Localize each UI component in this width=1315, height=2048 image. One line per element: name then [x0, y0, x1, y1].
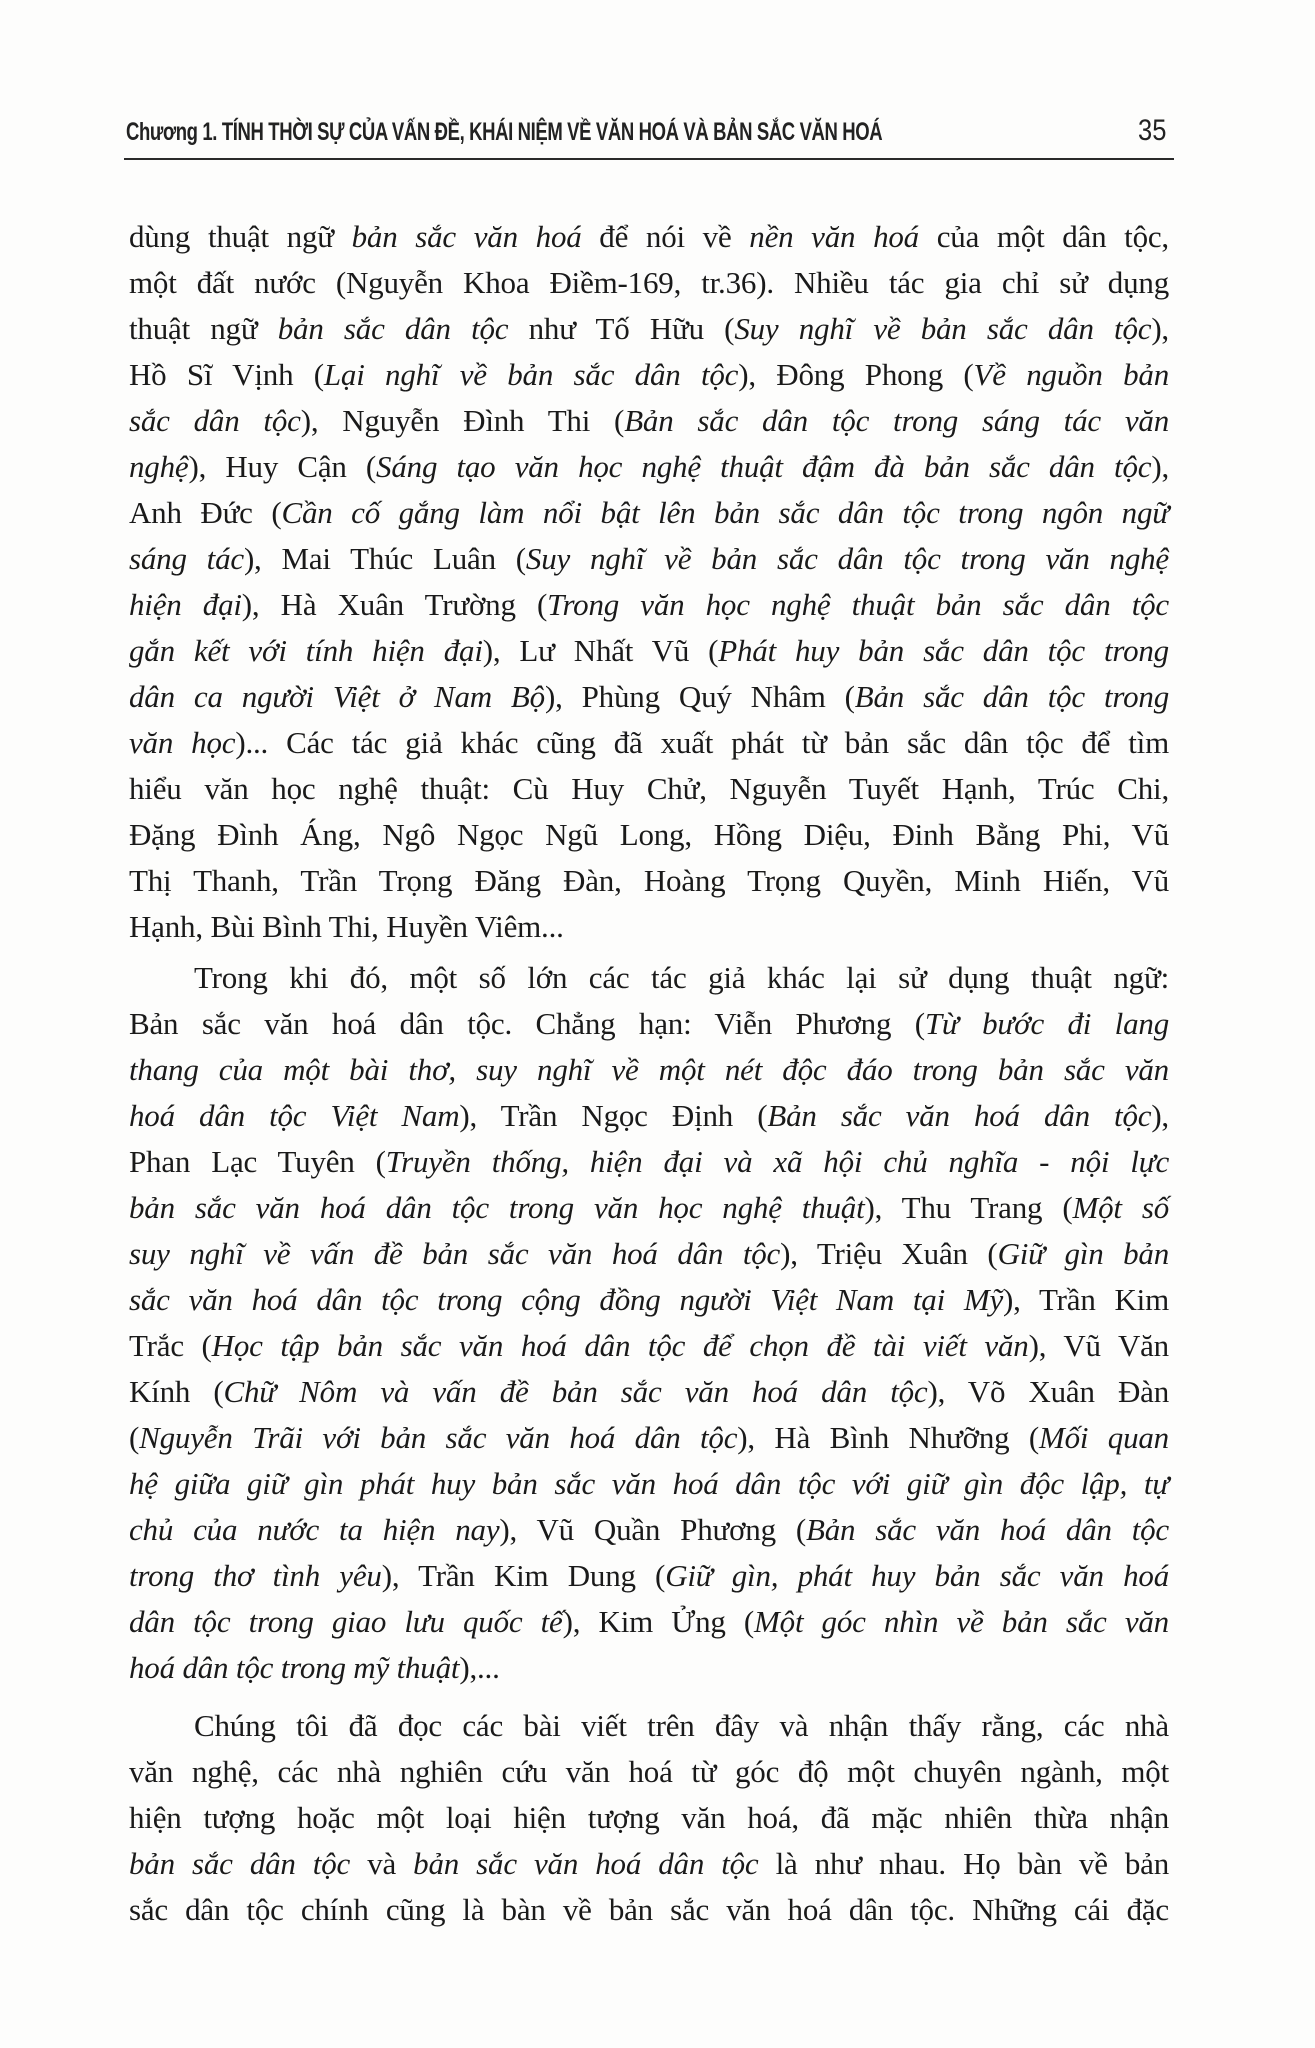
italic-text: Suy nghĩ về bản sắc dân tộc trong văn nghệ: [525, 541, 1169, 576]
text-run: ), Võ Xuân Đàn: [927, 1374, 1170, 1409]
text-line: [129, 1887, 1169, 1933]
text-line: [129, 260, 1169, 306]
text-line: [129, 1507, 1169, 1553]
running-header: [126, 112, 1170, 156]
italic-text: Chữ Nôm và vấn đề bản sắc văn hoá dân tộc: [223, 1374, 928, 1409]
text-line: [129, 1093, 1169, 1139]
text-run: )... Các tác giả khác cũng đã xuất phát từ bản sắc dân tộc để tìm: [235, 725, 1169, 760]
text-run: Kính (: [129, 1374, 224, 1409]
text-run: ),: [1151, 1098, 1169, 1133]
italic-text: gắn kết với tính hiện đại: [129, 633, 483, 668]
text-line: [129, 582, 1169, 628]
italic-text: Phát huy bản sắc dân tộc trong: [718, 633, 1169, 668]
text-run: Hồ Sĩ Vịnh (: [129, 357, 324, 392]
text-run: ), Thu Trang (: [864, 1190, 1073, 1225]
text-line: [129, 398, 1169, 444]
italic-text: Về nguồn bản: [973, 357, 1170, 392]
text-run: ), Vũ Quần Phương (: [499, 1512, 806, 1547]
italic-text: Bản sắc văn hoá dân tộc: [767, 1098, 1152, 1133]
text-line: [129, 1461, 1169, 1507]
text-run: thuật ngữ: [129, 311, 278, 346]
text-run: Anh Đức (: [129, 495, 282, 530]
text-run: một đất nước (Nguyễn Khoa Điềm-169, tr.36). Nhiều tác gia chỉ sử dụng: [129, 265, 1169, 300]
text-run: Hạnh, Bùi Bình Thi, Huyền Viêm...: [129, 909, 564, 944]
italic-text: sáng tác: [129, 541, 244, 576]
text-run: Chúng tôi đã đọc các bài viết trên đây và nhận thấy rằng, các nhà: [194, 1708, 1169, 1743]
italic-text: nghệ: [129, 449, 189, 484]
text-run: ), Nguyễn Đình Thi (: [300, 403, 625, 438]
text-run: ), Đông Phong (: [738, 357, 974, 392]
text-line: [129, 1841, 1169, 1887]
italic-text: Lại nghĩ về bản sắc dân tộc: [323, 357, 739, 392]
text-run: hiểu văn học nghệ thuật: Cù Huy Chử, Nguyễn Tuyết Hạnh, Trúc Chi,: [129, 771, 1169, 806]
text-line: [129, 1415, 1169, 1461]
text-line: [129, 214, 1169, 260]
italic-text: Mối quan: [1039, 1420, 1169, 1455]
paragraph: [129, 955, 1169, 1691]
text-line: [129, 1645, 1169, 1691]
text-line: [129, 904, 1169, 950]
italic-text: Bản sắc dân tộc trong sáng tác văn: [624, 403, 1169, 438]
italic-text: bản sắc dân tộc: [277, 311, 509, 346]
text-run: hiện tượng hoặc một loại hiện tượng văn hoá, đã mặc nhiên thừa nhận: [129, 1800, 1169, 1835]
text-run: ), Triệu Xuân (: [780, 1236, 998, 1271]
text-line: [129, 955, 1169, 1001]
italic-text: hoá dân tộc Việt Nam: [129, 1098, 460, 1133]
text-run: Đặng Đình Áng, Ngô Ngọc Ngũ Long, Hồng Diệu, Đinh Bằng Phi, Vũ: [129, 817, 1169, 852]
text-line: [129, 674, 1169, 720]
text-run: ), Trần Ngọc Định (: [459, 1098, 768, 1133]
italic-text: bản sắc văn hoá: [351, 219, 582, 254]
text-run: để nói về: [581, 219, 750, 254]
text-run: ), Kim Ửng (: [562, 1604, 755, 1639]
italic-text: Trong văn học nghệ thuật bản sắc dân tộc: [547, 587, 1169, 622]
text-run: ),: [1151, 311, 1169, 346]
text-run: của một dân tộc,: [918, 219, 1169, 254]
text-run: dùng thuật ngữ: [129, 219, 352, 254]
text-line: [129, 1277, 1169, 1323]
text-run: Phan Lạc Tuyên (: [129, 1144, 386, 1179]
header-rule: [124, 158, 1174, 160]
text-run: Thị Thanh, Trần Trọng Đăng Đàn, Hoàng Trọng Quyền, Minh Hiến, Vũ: [129, 863, 1169, 898]
text-run: sắc dân tộc chính cũng là bàn về bản sắc văn hoá dân tộc. Những cái đặc: [129, 1892, 1169, 1927]
page-number: 35: [1137, 114, 1166, 147]
text-line: [129, 1323, 1169, 1369]
chapter-title: Chương 1. TÍNH THỜI SỰ CỦA VẤN ĐỀ, KHÁI NIỆM VỀ VĂN HOÁ VÀ BẢN SẮC VĂN HOÁ: [126, 118, 883, 146]
text-run: như Tố Hữu (: [508, 311, 735, 346]
text-line: [129, 1369, 1169, 1415]
text-run: ), Mai Thúc Luân (: [243, 541, 526, 576]
text-line: [129, 1001, 1169, 1047]
text-run: Bản sắc văn hoá dân tộc. Chẳng hạn: Viễn Phương (: [129, 1006, 925, 1041]
italic-text: Giữ gìn bản: [997, 1236, 1169, 1271]
italic-text: Giữ gìn, phát huy bản sắc văn hoá: [665, 1558, 1169, 1593]
text-run: ), Phùng Quý Nhâm (: [544, 679, 855, 714]
text-line: [129, 1139, 1169, 1185]
text-line: [129, 444, 1169, 490]
italic-text: Cần cố gắng làm nổi bật lên bản sắc dân tộc trong ngôn ngữ: [281, 495, 1169, 530]
italic-text: Từ bước đi lang: [924, 1006, 1169, 1041]
text-line: [129, 1703, 1169, 1749]
text-run: ), Hà Bình Nhưỡng (: [737, 1420, 1039, 1455]
italic-text: Truyền thống, hiện đại và xã hội chủ nghĩa - nội lực: [385, 1144, 1170, 1179]
italic-text: bản sắc văn hoá dân tộc trong văn học nghệ thuật: [129, 1190, 865, 1225]
italic-text: nền văn hoá: [749, 219, 919, 254]
italic-text: sắc văn hoá dân tộc trong cộng đồng người Việt Nam tại Mỹ: [129, 1282, 1004, 1317]
italic-text: suy nghĩ về vấn đề bản sắc văn hoá dân tộc: [129, 1236, 781, 1271]
italic-text: thang của một bài thơ, suy nghĩ về một nét độc đáo trong bản sắc văn: [129, 1052, 1169, 1087]
text-run: ), Lư Nhất Vũ (: [482, 633, 719, 668]
text-line: [129, 536, 1169, 582]
text-run: ), Hà Xuân Trường (: [241, 587, 548, 622]
text-run: ),...: [459, 1650, 500, 1685]
text-run: và: [350, 1846, 414, 1881]
italic-text: hiện đại: [129, 587, 242, 622]
text-run: Trắc (: [129, 1328, 212, 1363]
italic-text: Suy nghĩ về bản sắc dân tộc: [734, 311, 1152, 346]
text-line: [129, 1553, 1169, 1599]
italic-text: hệ giữa giữ gìn phát huy bản sắc văn hoá dân tộc với giữ gìn độc lập, tự: [129, 1466, 1169, 1501]
text-line: [129, 1795, 1169, 1841]
text-line: [129, 1185, 1169, 1231]
italic-text: Học tập bản sắc văn hoá dân tộc để chọn đề tài viết văn: [211, 1328, 1029, 1363]
italic-text: Bản sắc văn hoá dân tộc: [805, 1512, 1169, 1547]
paragraph: [129, 214, 1169, 950]
italic-text: trong thơ tình yêu: [129, 1558, 382, 1593]
italic-text: Một góc nhìn về bản sắc văn: [754, 1604, 1169, 1639]
italic-text: Một số: [1072, 1190, 1169, 1225]
italic-text: bản sắc văn hoá dân tộc: [413, 1846, 759, 1881]
text-line: [129, 490, 1169, 536]
italic-text: sắc dân tộc: [129, 403, 301, 438]
text-run: ), Huy Cận (: [188, 449, 377, 484]
italic-text: hoá dân tộc trong mỹ thuật: [129, 1650, 460, 1685]
italic-text: Sáng tạo văn học nghệ thuật đậm đà bản sắc dân tộc: [376, 449, 1152, 484]
text-run: (: [129, 1420, 140, 1455]
text-line: [129, 812, 1169, 858]
text-line: [129, 1047, 1169, 1093]
text-run: ), Trần Kim: [1003, 1282, 1169, 1317]
italic-text: Nguyễn Trãi với bản sắc văn hoá dân tộc: [139, 1420, 738, 1455]
italic-text: dân ca người Việt ở Nam Bộ: [129, 679, 545, 714]
italic-text: văn học: [129, 725, 236, 760]
text-line: [129, 1231, 1169, 1277]
italic-text: dân tộc trong giao lưu quốc tế: [129, 1604, 563, 1639]
text-line: [129, 858, 1169, 904]
text-line: [129, 306, 1169, 352]
text-run: ), Vũ Văn: [1028, 1328, 1169, 1363]
text-line: [129, 1749, 1169, 1795]
text-line: [129, 720, 1169, 766]
text-run: là như nhau. Họ bàn về bản: [758, 1846, 1170, 1881]
text-run: Trong khi đó, một số lớn các tác giả khác lại sử dụng thuật ngữ:: [194, 960, 1169, 995]
italic-text: bản sắc dân tộc: [129, 1846, 351, 1881]
text-line: [129, 1599, 1169, 1645]
text-run: ),: [1151, 449, 1170, 484]
text-line: [129, 766, 1169, 812]
italic-text: Bản sắc dân tộc trong: [854, 679, 1169, 714]
italic-text: chủ của nước ta hiện nay: [129, 1512, 500, 1547]
text-line: [129, 628, 1169, 674]
paragraph: [129, 1703, 1169, 1933]
text-run: văn nghệ, các nhà nghiên cứu văn hoá từ góc độ một chuyên ngành, một: [129, 1754, 1169, 1789]
text-run: ), Trần Kim Dung (: [381, 1558, 666, 1593]
text-line: [129, 352, 1169, 398]
